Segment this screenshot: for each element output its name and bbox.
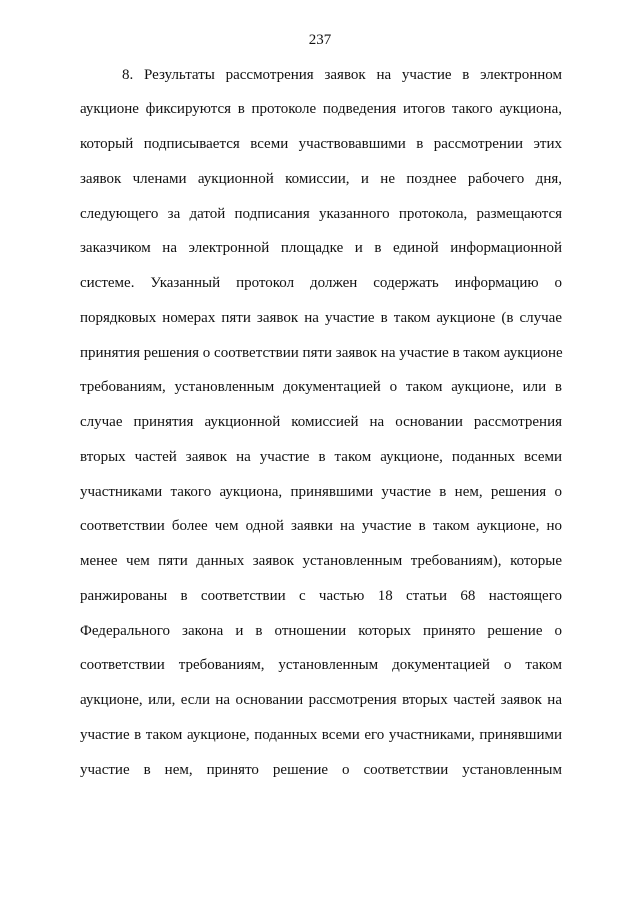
text-line: который подписывается всеми участвовавшими в рассмотрении этих (80, 136, 562, 152)
text-line: принятия решения о соответствии пяти заявок на участие в таком аукционе (80, 345, 563, 361)
text-line: участие в таком аукционе, поданных всеми его участниками, принявшими (80, 727, 562, 743)
text-line: участие в нем, принято решение о соответствии установленным (80, 762, 562, 778)
text-line: аукционе фиксируются в протоколе подведения итогов такого аукциона, (80, 101, 562, 117)
text-line: вторых частей заявок на участие в таком аукционе, поданных всеми (80, 449, 562, 465)
text-line: соответствии более чем одной заявки на участие в таком аукционе, но (80, 518, 562, 534)
text-line: ранжированы в соответствии с частью 18 статьи 68 настоящего (80, 588, 562, 604)
text-line: следующего за датой подписания указанного протокола, размещаются (80, 206, 562, 222)
page-number: 237 (308, 32, 332, 48)
text-line: аукционе, или, если на основании рассмотрения вторых частей заявок на (80, 692, 562, 708)
text-line: менее чем пяти данных заявок установленным требованиям), которые (80, 553, 562, 569)
text-line: системе. Указанный протокол должен содержать информацию о (80, 275, 562, 291)
text-line: заказчиком на электронной площадке и в единой информационной (80, 240, 562, 256)
text-line: участниками такого аукциона, принявшими участие в нем, решения о (80, 484, 562, 500)
text-line: Федерального закона и в отношении которых принято решение о (80, 623, 562, 639)
text-line: 8. Результаты рассмотрения заявок на участие в электронном (122, 67, 562, 83)
text-line: порядковых номерах пяти заявок на участие в таком аукционе (в случае (80, 310, 562, 326)
text-line: требованиям, установленным документацией о таком аукционе, или в (80, 379, 562, 395)
text-line: соответствии требованиям, установленным документацией о таком (80, 657, 562, 673)
text-line: заявок членами аукционной комиссии, и не позднее рабочего дня, (80, 171, 562, 187)
text-line: случае принятия аукционной комиссией на основании рассмотрения (80, 414, 562, 430)
